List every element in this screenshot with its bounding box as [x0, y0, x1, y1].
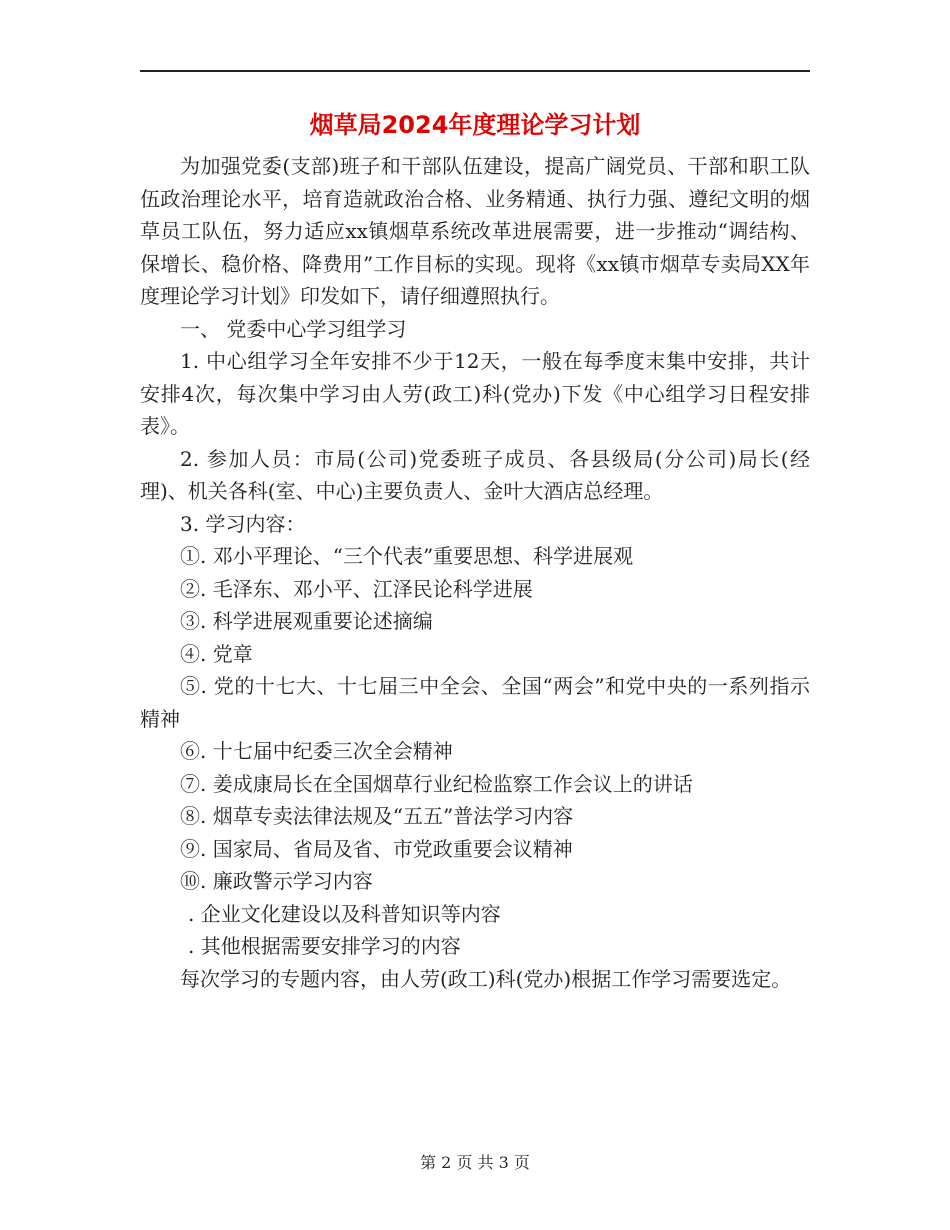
content-item-12: . 其他根据需要安排学习的内容 [188, 934, 461, 958]
closing-paragraph: 每次学习的专题内容，由人劳(政工)科(党办)根据工作学习需要选定。 [180, 966, 792, 991]
content-item-8: ⑧. 烟草专卖法律法规及“五五”普法学习内容 [180, 804, 574, 828]
content-item-2: ②. 毛泽东、邓小平、江泽民论科学进展 [180, 576, 533, 601]
document-title: 烟草局2024年度理论学习计划 [309, 111, 641, 139]
content-item-1: ①. 邓小平理论、“三个代表”重要思想、科学进展观 [180, 544, 634, 568]
document-body [140, 150, 810, 995]
content-item-6: ⑥. 十七届中纪委三次全会精神 [180, 739, 453, 763]
content-item-3: ③. 科学进展观重要论述摘编 [180, 609, 433, 633]
content-item-10: ⑩. 廉政警示学习内容 [180, 869, 373, 893]
content-item-11: . 企业文化建设以及科普知识等内容 [188, 901, 501, 926]
content-item-7: ⑦. 姜成康局长在全国烟草行业纪检监察工作会议上的讲话 [180, 771, 693, 796]
section-heading: 一、 党委中心学习组学习 [180, 316, 407, 341]
content-item-4: ④. 党章 [180, 641, 253, 666]
page-footer: 第 2 页 共 3 页 [420, 1153, 530, 1172]
intro-paragraph: 为加强党委(支部)班子和干部队伍建设，提高广阔党员、干部和职工队伍政治理论水平，培育造就政治合格、业务精通、执行力强、遵纪文明的烟草员工队伍，努力适应xx镇烟草系统改革进展需要，进一步推动“调结构、保增长、稳价格、降费用”工作目标的实现。现将《xx镇市烟草专卖局XX年度理论学习计划》印发如下，请仔细遵照执行。 [140, 154, 810, 308]
item-1-paragraph: 1. 中心组学习全年安排不少于12天，一般在每季度末集中安排，共计安排4次，每次集中学习由人劳(政工)科(党办)下发《中心组学习日程安排表》。 [140, 349, 810, 438]
content-item-5: ⑤. 党的十七大、十七届三中全会、全国“两会”和党中央的一系列指示精神 [140, 674, 810, 731]
content-item-9: ⑨. 国家局、省局及省、市党政重要会议精神 [180, 836, 573, 861]
item-2-paragraph: 2. 参加人员：市局(公司)党委班子成员、各县级局(分公司)局长(经理)、机关各科(室、中心)主要负责人、金叶大酒店总经理。 [140, 446, 810, 503]
item-3-label: 3. 学习内容： [180, 511, 306, 536]
header-rule [140, 70, 810, 72]
